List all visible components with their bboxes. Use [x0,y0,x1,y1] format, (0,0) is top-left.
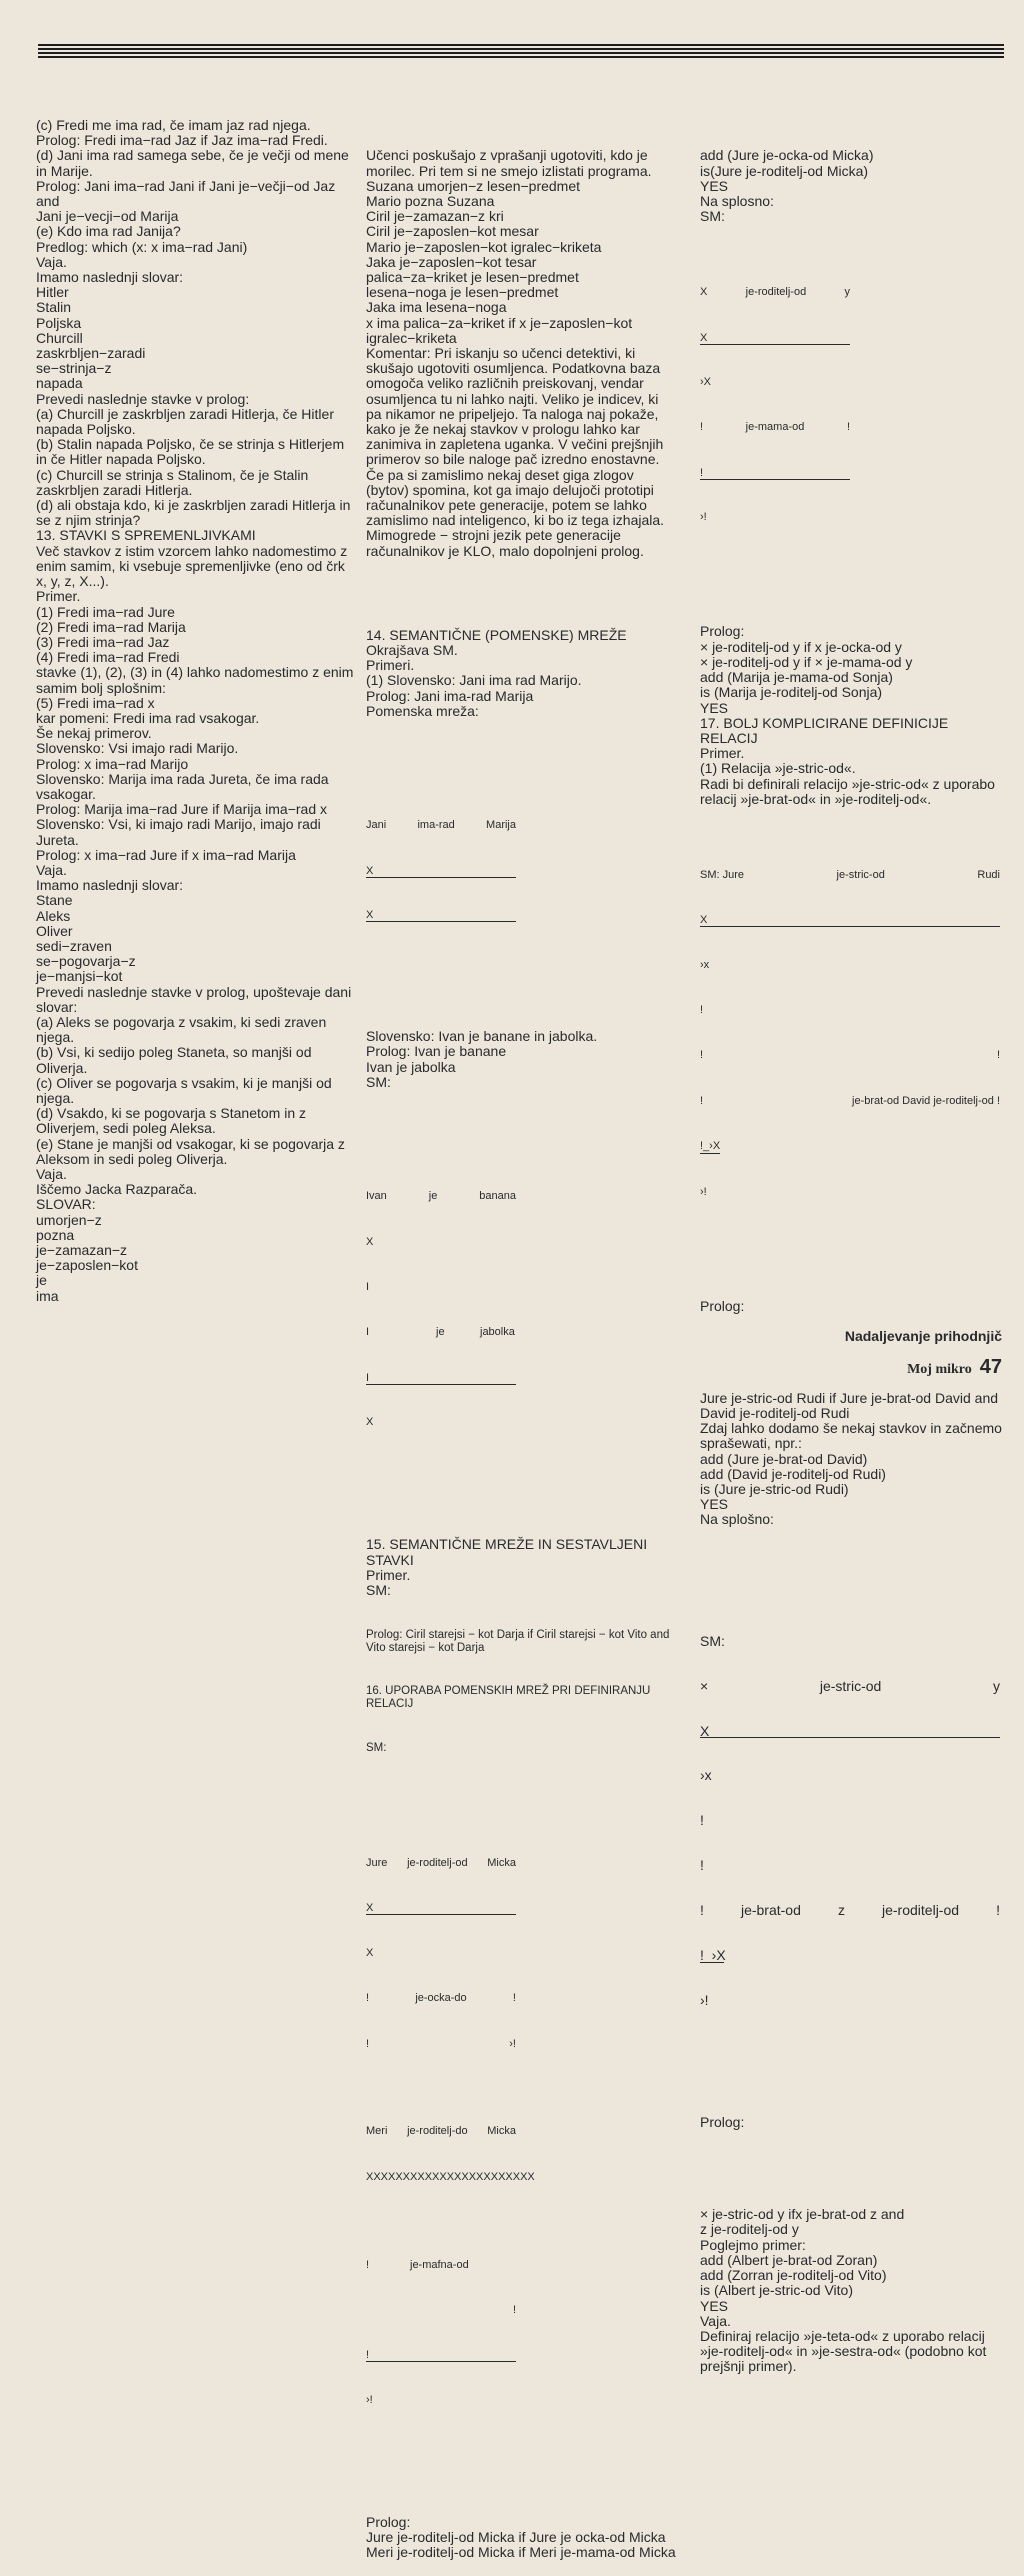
text-line: x ima palica−za−kriket if x je−zaposlen−kot igralec−kriketa [366,314,637,346]
text-line: × je-roditelj-od y if x je-ocka-od y [700,638,902,655]
text-line: Jani je−vecji−od Marija [36,208,179,225]
column-1 [36,117,358,1304]
text-line: Primer. [366,1566,411,1583]
section-14-example-2 [366,1029,676,1090]
text-line: is (Jure je-stric-od Rudi) [700,1481,849,1498]
node-rudi: Rudi [977,868,1000,881]
diag-mark: ›! [366,2393,373,2406]
text-line: (b) Stalin napada Poljsko, če se strinja s Hitlerjem in če Hitler napada Poljsko. [36,436,349,468]
diag-mark: X [366,1416,374,1429]
diag-mark: ›! [509,2037,516,2050]
text-line: (b) Vsi, ki sedijo poleg Staneta, so manjši od Oliverja. [36,1044,316,1076]
text-line: Radi bi definirali relacijo »je-stric-od« z uporabo [700,775,995,792]
text-line: YES [700,2297,729,2314]
column-3 [700,118,1008,2390]
section-16-heading: 16. UPORABA POMENSKIH MREŽ PRI DEFINIRANJU RELACIJ [366,1685,651,1711]
text-line: je−manjsi−kot [36,968,123,985]
diag-mark: ! [996,1902,1000,1919]
edge-label: je [436,1326,445,1339]
text-line: Stalin [36,299,72,316]
text-line: × je-roditelj-od y if × je-mama-od y [700,653,913,670]
text-line: Ivan je jabolka [366,1058,456,1075]
diag-mark: X [366,864,374,877]
edge-label: ima-rad [417,819,455,832]
section-16-sm: SM: [366,1742,387,1755]
text-line: lesena−noga je lesen−predmet [366,284,559,301]
text-line: SM: [700,208,725,225]
edge-label: je-brat-od David je-roditelj-od ! [852,1094,1000,1107]
node-micka: Micka [487,2125,516,2138]
column-2-intro [366,148,676,558]
text-line: (c) Fredi me ima rad, če imam jaz rad njega. [36,117,311,133]
text-line: napada [36,375,83,392]
text-line: Slovensko: Ivan je banane in jabolka. [366,1028,598,1045]
text-line: sedi−zraven [36,937,112,954]
text-line: Prolog: Marija ima−rad Jure if Marija ima−rad x [36,801,327,818]
text-line: Na splosno: [700,193,774,210]
semantic-net-roditelj [700,255,850,556]
text-line: Oliver [36,922,73,939]
diag-mark: I [366,1281,370,1294]
text-line: add (Zorran je-roditelj-od Vito) [700,2267,887,2284]
text-line: Aleks [36,907,71,924]
node-jani: Jani [366,819,387,832]
node-y: y [844,286,850,299]
text-line: is(Jure je-roditelj-od Micka) [700,162,869,179]
text-line: YES [700,177,729,194]
node-x: X [700,286,708,299]
text-line: add (Marija je-mama-od Sonja) [700,669,893,686]
edge-label: je-brat-od [740,1902,801,1919]
magazine-name: Moj mikro [907,1362,972,1377]
diag-mark: ›X [700,376,711,389]
text-line: 17. BOLJ KOMPLICIRANE DEFINICIJE RELACIJ [700,714,953,746]
text-line: Slovensko: Vsi imajo radi Marijo. [36,740,239,757]
text-line: is (Albert je-stric-od Vito) [700,2282,854,2299]
column-2 [366,118,676,2576]
node-marija: Marija [486,819,516,832]
text-line: pozna [36,1226,75,1243]
text-line: 15. SEMANTIČNE MREŽE IN SESTAVLJENI STAVKI [366,1536,651,1568]
text-line: Primer. [36,588,81,605]
diag-mark: !_›X [700,1140,721,1153]
section-15-prolog: Prolog: Ciril starejsi − kot Darja if Ciril starejsi − kot Vito and Vito starejsi − kot Darja [366,1628,670,1654]
text-line: Učenci poskušajo z vprašanji ugotoviti, kdo je morilec. Pri tem si ne smejo izlistati programa. Suzana umorjen−z lesen−predmet [366,147,656,194]
semantic-net-jani [366,788,516,953]
text-line: (3) Fredi ima−rad Jaz [36,633,170,650]
text-line: add (Jure je-brat-od David) [700,1450,868,1467]
column-3-body [700,1391,1008,1528]
diag-mark: ! [700,1049,704,1062]
diag-mark: X [366,1946,374,1959]
section-14 [366,628,676,719]
text-line: Ciril je−zamazan−z kri [366,208,504,225]
section-15 [366,1537,676,1598]
text-line: se−pogovarja−z [36,953,136,970]
semantic-net-ivan [366,1159,516,1461]
text-line: Slovensko: Vsi, ki imajo radi Marijo, imajo radi Jureta. [36,816,325,848]
text-line: David je-roditelj-od Rudi [700,1405,850,1422]
text-line: se−strinja−z [36,360,112,377]
text-line: Jaka je−zaposlen−kot tesar [366,253,537,270]
text-line: Pomenska mreža: [366,702,479,719]
text-line: 13. STAVKI S SPREMENLJIVKAMI [36,527,256,544]
text-line: add (Jure je-ocka-od Micka) [700,147,874,164]
text-line: (a) Churcill je zaskrbljen zaradi Hitlerja, če Hitler napada Poljsko. [36,405,338,438]
node-jure: SM: Jure [700,868,745,881]
text-line: (c) Oliver se pogovarja s vsakim, ki je manjši od njega. [36,1074,336,1106]
edge-label: je-roditelj-od [882,1902,960,1919]
diag-mark: X [366,1235,374,1248]
column-3-intro [700,148,1008,224]
text-line: Prevedi naslednje stavke v prolog, upoštevaje dani slovar: [36,983,356,1015]
text-line: zaskrbljen−zaradi [36,345,146,362]
text-line: Definiraj relacijo »je-teta-od« z uporabo relacij [700,2327,985,2344]
text-line: Primer. [700,745,745,762]
edge-label: je-mama-od [745,421,805,434]
text-line: kar pomeni: Fredi ima rad vsakogar. [36,709,260,726]
node-meri: Meri [366,2125,388,2138]
text-line: Okrajšava SM. [366,641,458,658]
text-line: Prolog: [366,2514,411,2530]
page-number: 47 [979,1356,1002,1378]
diag-mark: ›x [700,1767,712,1784]
text-line: SM: [366,1073,391,1090]
text-line: Hitler [36,284,69,301]
text-line: (e) Kdo ima rad Janija? [36,223,181,240]
text-line: SLOVAR: [36,1196,96,1213]
diag-mark: I [366,1371,370,1384]
text-line: je [36,1272,47,1289]
text-line: »je-roditelj-od« in »je-sestra-od« (podobno kot prejšnji primer). [700,2343,991,2375]
edge-label: je-stric-od [819,1678,882,1695]
text-line: Vaja. [36,1166,67,1183]
diag-mark: ›! [700,1992,709,2009]
edge-label: je-ocka-do [415,1992,467,2005]
text-line: Poglejmo primer: [700,2236,806,2253]
edge-label: je-roditelj-od [407,1856,468,1869]
text-line: Na splošno: [700,1511,774,1528]
text-line: (a) Aleks se pogovarja z vsakim, ki sedi zraven njega. [36,1013,331,1046]
text-line: Stane [36,892,73,909]
diag-mark: ! [700,1857,704,1874]
text-line: (1) Slovensko: Jani ima rad Marijo. [366,672,582,689]
node-ivan: Ivan [366,1190,387,1203]
diag-mark: ! [512,1992,516,2005]
header-rule [38,44,1004,60]
text-line: (4) Fredi ima−rad Fredi [36,649,180,666]
diag-mark: XXXXXXXXXXXXXXXXXXXXXXX [366,2170,535,2183]
diag-mark: X [700,914,708,927]
text-line: add (David je-roditelj-od Rudi) [700,1465,886,1482]
page-footer [907,1356,1002,1379]
diag-mark: ! [846,421,850,434]
text-line: Prolog: x ima−rad Jure if x ima−rad Marija [36,846,296,863]
node-x: × [700,1678,709,1695]
text-line: Slovensko: Marija ima rada Jureta, če ima rada vsakogar. [36,770,333,802]
text-line: Prolog: Jani ima−rad Jani if Jani je−večji−od Jaz and [36,177,340,210]
diag-mark: ! [700,1902,704,1919]
text-line: je−zamazan−z [36,1242,128,1259]
text-line: × je-stric-od y ifx je-brat-od z and [700,2206,905,2223]
diag-mark: ! [366,2258,370,2271]
text-line: Prolog: Jani ima-rad Marija [366,687,534,704]
diag-mark: ! [700,421,704,434]
diag-mark: X [700,1723,710,1740]
diag-mark: X [366,1902,374,1915]
diag-mark: ! [996,1049,1000,1062]
edge-label: je-roditelj-do [407,2125,468,2138]
text-line: Zdaj lahko dodamo še nekaj stavkov in začnemo sprašewati, npr.: [700,1420,1006,1452]
diag-mark: I [366,1326,370,1339]
text-line: Prolog: Ivan je banane [366,1043,507,1060]
text-line: Iščemo Jacka Razparača. [36,1181,198,1198]
text-line: YES [700,699,729,716]
node-y: y [993,1678,1000,1695]
edge-label: je-roditelj-od [745,286,807,299]
text-line: Prolog: Fredi ima−rad Jaz if Jaz ima−rad Fredi. [36,132,328,149]
text-line: stavke (1), (2), (3) in (4) lahko nadomestimo z enim samim bolj splošnim: [36,664,358,696]
text-line: Komentar: Pri iskanju so učenci detektivi, ki skušajo ugotoviti osumljenca. Podatkovna baza omogoča veliko različnih preiskovanj, vendar osumljenca tu ni lahko najti. Veliko je indicev, ki pa nikamor ne pripeljejo. Ta naloga naj pokaže, kako je že nekaj stavkov v prologu lahko kar zanimiva in zapletena uganka. V večini prejšnjih primerov so bile naloge pač izredno enostavne. Če pa si zamislimo nekaj deset giga zlogov (bytov) spomina, kot ga imajo delujoči prototipi računalnikov pete generacije, potem se lahko zamislimo nad inteligenco, ki bo iz tega izhajala. Mimogrede − strojni jezik pete generacije računalnikov je KLO, malo dopolnjeni prolog. [366,345,668,559]
text-line: palica−za−kriket je lesen−predmet [366,269,579,286]
sm-label: SM: [700,1633,725,1650]
section-17 [700,624,1008,806]
diag-mark: ! [512,2303,516,2316]
text-line: Imamo naslednji slovar: [36,877,184,894]
prolog-label: Prolog: [700,2114,745,2131]
text-line: (5) Fredi ima−rad x [36,694,155,711]
text-line: ima [36,1287,59,1304]
text-line: Predlog: which (x: x ima−rad Jani) [36,238,248,255]
column-3-end [700,2207,1008,2374]
text-line: Churcill [36,329,83,346]
column-2-prolog [366,2515,676,2561]
diag-mark: ! [366,2037,370,2050]
text-line: Imamo naslednji slovar: [36,269,184,286]
prolog-label: Prolog: [700,1297,745,1314]
diag-mark: ›! [700,1185,707,1198]
diag-mark: ! [700,1003,704,1016]
node-jabolka: jabolka [480,1326,515,1339]
text-line: Mario je−zaposlen−kot igralec−kriketa [366,238,602,255]
text-line: (d) ali obstaja kdo, ki je zaskrbljen zaradi Hitlerja in se z njim strinja? [36,497,355,529]
text-line: Prevedi naslednje stavke v prolog: [36,390,250,407]
text-line: (1) Relacija »je-stric-od«. [700,760,856,777]
semantic-net-jure-meri [366,1826,535,2439]
text-line: Jure je-stric-od Rudi if Jure je-brat-od David and [700,1389,999,1406]
text-line: Prolog: x ima−rad Marijo [36,755,189,772]
diag-mark: ›! [700,511,707,524]
text-line: is (Marija je-roditelj-od Sonja) [700,684,883,701]
text-line: YES [700,1496,729,1513]
text-line: add (Albert je-brat-od Zoran) [700,2251,878,2268]
text-line: Jaka ima lesena−noga [366,299,507,316]
node-micka: Micka [487,1856,516,1869]
text-line: z je-roditelj-od y [700,2221,799,2238]
text-line: Prolog: [700,623,745,640]
text-line: umorjen−z [36,1211,102,1228]
text-line: (d) Jani ima rad samega sebe, če je večji od mene in Marije. [36,147,353,179]
text-line: relacij »je-brat-od« in »je-roditelj-od«. [700,790,932,807]
edge-label: je-stric-od [836,868,885,881]
diag-mark: ! [366,1992,370,2005]
node-jure: Jure [366,1856,388,1869]
text-line: 14. SEMANTIČNE (POMENSKE) MREŽE [366,626,627,643]
text-line: Še nekaj primerov. [36,725,152,742]
diag-mark: ! [366,2349,370,2362]
text-line: Poljska [36,314,82,331]
text-line: Vaja. [36,253,67,270]
text-line: (e) Stane je manjši od vsakogar, ki se pogovarja z Aleksom in sedi poleg Oliverja. [36,1135,349,1167]
text-line: Jure je-roditelj-od Micka if Jure je ocka-od Micka [366,2529,666,2546]
text-line: Vaja. [36,861,67,878]
text-line: (1) Fredi ima−rad Jure [36,603,175,620]
continued-note: Nadaljevanje prihodnjič [844,1328,1002,1344]
text-line: (d) Vsakdo, ki se pogovarja s Stanetom in z Oliverjem, sedi poleg Aleksa. [36,1105,310,1137]
text-line: (c) Churcill se strinja s Stalinom, če je Stalin zaskrbljen zaradi Hitlerja. [36,466,313,498]
diag-mark: X [700,331,708,344]
diag-mark: ! [700,1094,704,1107]
text-line: SM: [366,1582,391,1599]
semantic-net-stric [700,837,1000,1230]
node-z: z [837,1902,845,1919]
diag-mark: ! [700,466,704,479]
text-line: Mario pozna Suzana [366,193,495,210]
text-line: Meri je-roditelj-od Micka if Meri je-mama-od Micka [366,2544,676,2561]
text-line: Vaja. [700,2312,731,2329]
edge-label: je-mafna-od [410,2258,469,2271]
diag-mark: ! [700,1812,704,1829]
text-line: Primeri. [366,657,415,674]
diag-mark: !_›X [700,1947,726,1964]
edge-label: je [428,1190,438,1203]
text-line: (2) Fredi ima−rad Marija [36,618,186,635]
text-line: Več stavkov z istim vzorcem lahko nadomestimo z enim samim, ki vsebuje spremenljivke (eno od črk x, y, z, X...). [36,542,352,590]
diag-mark: X [366,908,374,921]
text-line: je−zaposlen−kot [36,1257,138,1274]
semantic-net-stric-general [700,1604,1000,2038]
diag-mark: ›x [700,958,710,971]
text-line: Ciril je−zaposlen−kot mesar [366,223,539,240]
node-banana: banana [479,1190,516,1203]
